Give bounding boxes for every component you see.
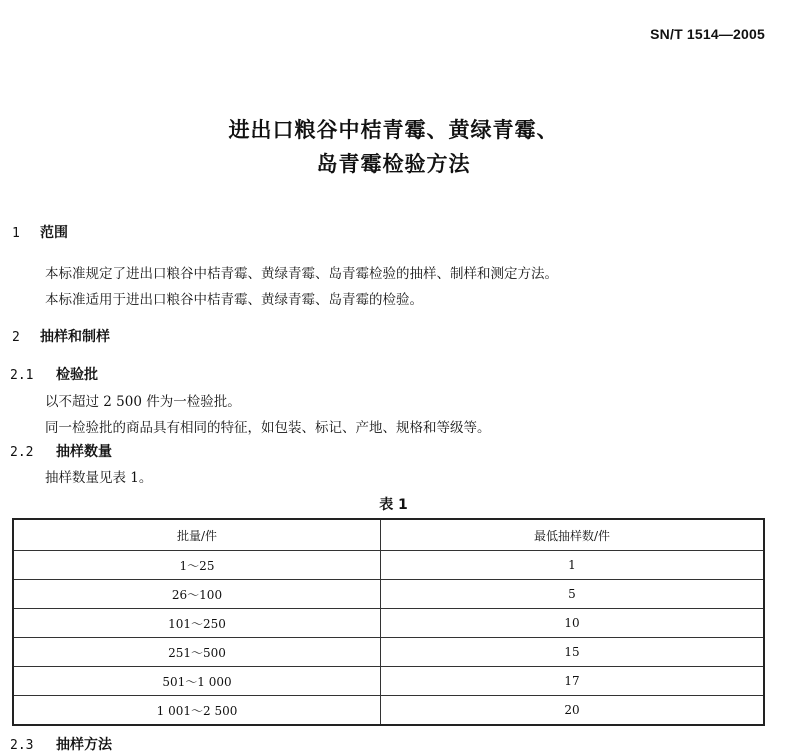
table-row — [13, 609, 764, 638]
column-header-min-samples: 最低抽样数/件 — [381, 519, 765, 551]
document-title-line-2: 岛青霉检验方法 — [316, 152, 471, 176]
section-1-paragraph-2: 本标准适用于进出口粮谷中桔青霉、黄绿青霉、岛青霉的检验。 — [45, 292, 423, 308]
section-2-1-paragraph-2: 同一检验批的商品具有相同的特征，如包装、标记、产地、规格和等级等。 — [45, 420, 491, 436]
table-cell: 15 — [381, 638, 765, 667]
section-number: 2.1 — [10, 368, 34, 383]
section-number: 2 — [12, 330, 20, 345]
table-cell: 1 001～2 500 — [13, 696, 381, 726]
table-cell: 501～1 000 — [13, 667, 381, 696]
table-caption: 表 1 — [379, 497, 408, 513]
table-row — [13, 638, 764, 667]
table-cell: 101～250 — [13, 609, 381, 638]
table-header-row — [13, 519, 764, 551]
table-cell: 5 — [381, 580, 765, 609]
section-1-paragraph-1: 本标准规定了进出口粮谷中桔青霉、黄绿青霉、岛青霉检验的抽样、制样和测定方法。 — [45, 266, 558, 282]
section-title: 检验批 — [56, 367, 98, 383]
table-cell: 26～100 — [13, 580, 381, 609]
table-row — [13, 696, 764, 726]
document-title-line-1: 进出口粮谷中桔青霉、黄绿青霉、 — [228, 118, 559, 142]
section-2-1-heading — [10, 364, 98, 384]
table-cell: 1 — [381, 551, 765, 580]
section-title: 范围 — [40, 225, 68, 241]
section-title: 抽样数量 — [56, 444, 112, 460]
section-2-2-heading — [10, 441, 112, 461]
table-cell: 10 — [381, 609, 765, 638]
table-cell: 17 — [381, 667, 765, 696]
section-2-1-paragraph-1: 以不超过 2 500 件为一检验批。 — [45, 394, 241, 410]
table-row — [13, 580, 764, 609]
section-2-heading — [12, 326, 110, 346]
table-cell: 1～25 — [13, 551, 381, 580]
table-cell: 251～500 — [13, 638, 381, 667]
section-number: 2.3 — [10, 738, 34, 753]
table-cell: 20 — [381, 696, 765, 726]
section-title: 抽样方法 — [56, 737, 112, 753]
section-number: 1 — [12, 226, 20, 241]
sampling-table — [12, 518, 765, 726]
section-2-2-paragraph-1: 抽样数量见表 1。 — [45, 470, 153, 486]
column-header-lot-size: 批量/件 — [13, 519, 381, 551]
section-number: 2.2 — [10, 445, 34, 460]
section-title: 抽样和制样 — [40, 329, 110, 345]
section-1-heading — [12, 222, 68, 242]
table-row — [13, 667, 764, 696]
standard-number: SN/T 1514—2005 — [650, 26, 765, 42]
section-2-3-heading — [10, 734, 112, 754]
table-row — [13, 551, 764, 580]
